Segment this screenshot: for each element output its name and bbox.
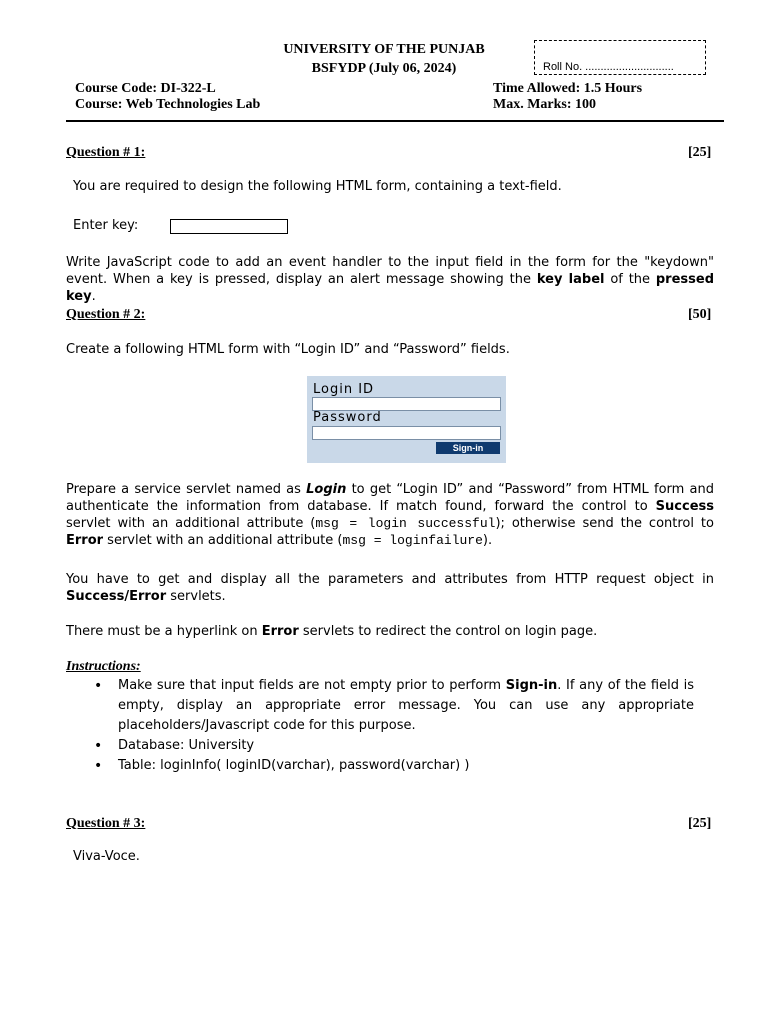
- password-input[interactable]: [312, 426, 501, 440]
- q2-marks: [50]: [688, 307, 712, 322]
- q2-paragraph-1: Prepare a service servlet named as Login to get “Login ID” and “Password” from HTML form and authenticate the information from database. If match found, forward the control to Success servlet with an additional attribute (msg = login successful); otherwise send the control to Error servlet with an additional attribute (msg = loginfailure).: [66, 482, 714, 548]
- q2-paragraph-3: There must be a hyperlink on Error servlets to redirect the control on login page.: [66, 624, 598, 639]
- q3-title: Question # 3:: [66, 816, 146, 831]
- course-name: Course: Web Technologies Lab: [75, 97, 261, 112]
- signin-button[interactable]: Sign-in: [436, 442, 500, 454]
- q1-intro: You are required to design the following HTML form, containing a text-field.: [73, 179, 562, 194]
- q2-intro: Create a following HTML form with “Login ID” and “Password” fields.: [66, 342, 510, 357]
- roll-no-box: [534, 40, 706, 75]
- login-id-input[interactable]: [312, 397, 501, 411]
- login-form-figure: [307, 376, 506, 463]
- q3-marks: [25]: [688, 816, 712, 831]
- instructions-title: Instructions:: [66, 659, 141, 674]
- q1-marks: [25]: [688, 145, 712, 160]
- roll-no-label: Roll No. .............................: [543, 61, 674, 73]
- instruction-item: • Make sure that input fields are not empty prior to perform Sign-in. If any of the field is empty, display an appropriate error message. You can use any appropriate placeholders/Javascript code for this purpose.: [90, 676, 694, 736]
- q1-body: Write JavaScript code to add an event handler to the input field in the form for the "keydown" event. When a key is pressed, display an alert message showing the key label of the pressed key.: [66, 255, 715, 304]
- exam-title: BSFYDP (July 06, 2024): [311, 61, 457, 76]
- max-marks: Max. Marks: 100: [493, 97, 597, 112]
- header-rule: [66, 120, 724, 122]
- university-title: UNIVERSITY OF THE PUNJAB: [283, 42, 485, 57]
- time-allowed: Time Allowed: 1.5 Hours: [493, 81, 643, 96]
- password-label: Password: [313, 410, 382, 425]
- q3-body: Viva-Voce.: [73, 849, 140, 864]
- q1-field-label: Enter key:: [73, 218, 139, 233]
- course-code: Course Code: DI-322-L: [75, 81, 216, 96]
- q2-paragraph-2: You have to get and display all the parameters and attributes from HTTP request object in Success/Error servlets.: [66, 572, 714, 604]
- login-id-label: Login ID: [313, 382, 375, 397]
- q2-title: Question # 2:: [66, 307, 146, 322]
- instruction-item: • Database: University: [90, 736, 694, 756]
- q1-title: Question # 1:: [66, 145, 146, 160]
- instructions-list: [90, 676, 694, 776]
- instruction-item: • Table: loginInfo( loginID(varchar), password(varchar) ): [90, 756, 694, 776]
- q1-key-input[interactable]: [170, 219, 288, 234]
